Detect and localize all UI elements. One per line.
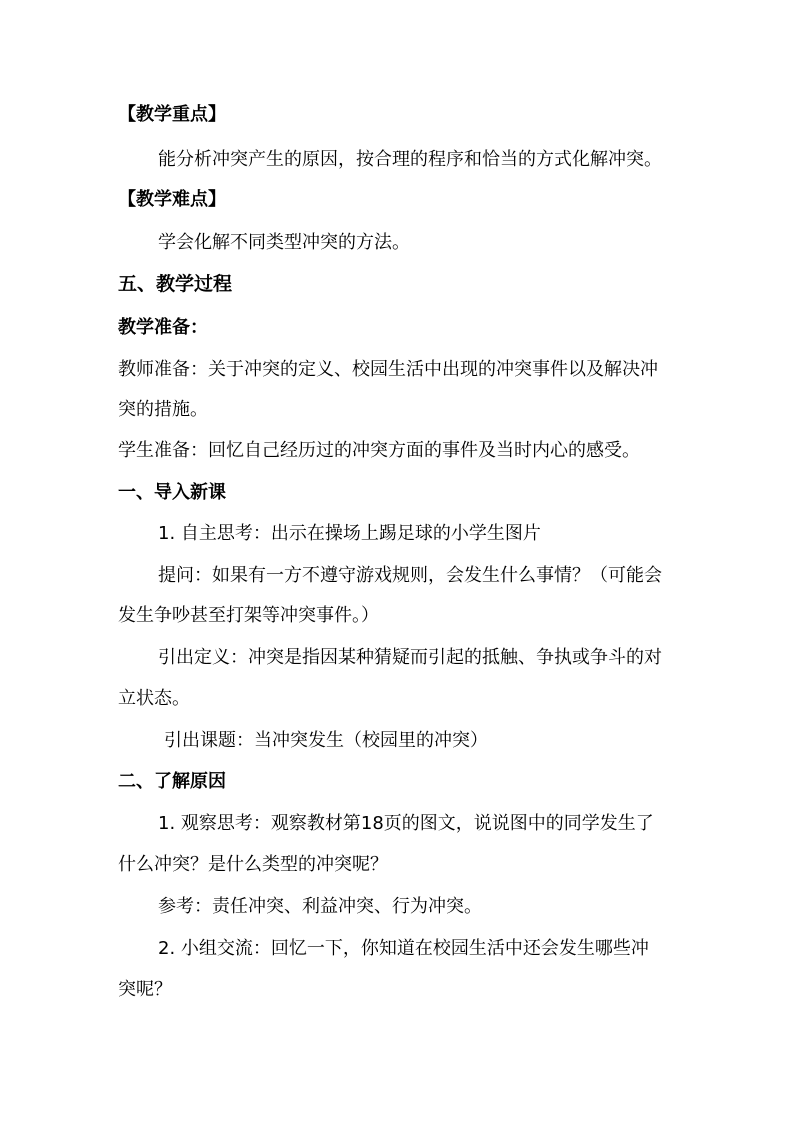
difficult-points-text: 学会化解不同类型冲突的方法。 — [158, 232, 410, 253]
part1-definition-line1: 引出定义：冲突是指因某种猜疑而引起的抵触、争执或争斗的对 — [158, 647, 662, 668]
key-points-text: 能分析冲突产生的原因，按合理的程序和恰当的方式化解冲突。 — [158, 149, 662, 170]
part1-question-line2: 发生争吵甚至打架等冲突事件。） — [118, 605, 379, 626]
difficult-points-heading: 【教学难点】 — [118, 189, 226, 210]
section5-title: 五、教学过程 — [118, 273, 233, 295]
part1-topic: 引出课题：当冲突发生（校园里的冲突） — [164, 730, 488, 751]
key-points-heading: 【教学重点】 — [118, 104, 226, 125]
student-prep: 学生准备：回忆自己经历过的冲突方面的事件及当时内心的感受。 — [118, 440, 640, 461]
preparation-title: 教学准备： — [118, 317, 208, 338]
part1-definition-line2: 立状态。 — [118, 688, 190, 709]
part2-item1-line2: 什么冲突？是什么类型的冲突呢？ — [118, 854, 388, 875]
teacher-prep-line1: 教师准备：关于冲突的定义、校园生活中出现的冲突事件以及解决冲 — [118, 359, 658, 380]
part2-item2-line2: 突呢？ — [118, 979, 172, 1000]
part2-title: 二、了解原因 — [118, 771, 226, 792]
part2-item2-line1: 2. 小组交流：回忆一下，你知道在校园生活中还会发生哪些冲 — [158, 938, 649, 959]
part1-item1: 1. 自主思考：出示在操场上踢足球的小学生图片 — [158, 523, 541, 544]
part1-title: 一、导入新课 — [118, 482, 226, 503]
part1-question-line1: 提问：如果有一方不遵守游戏规则，会发生什么事情？（可能会 — [158, 565, 662, 586]
teacher-prep-line2: 突的措施。 — [118, 399, 208, 420]
part2-reference: 参考：责任冲突、利益冲突、行为冲突。 — [158, 896, 482, 917]
part2-item1-line1: 1. 观察思考：观察教材第18页的图文，说说图中的同学发生了 — [158, 813, 654, 834]
